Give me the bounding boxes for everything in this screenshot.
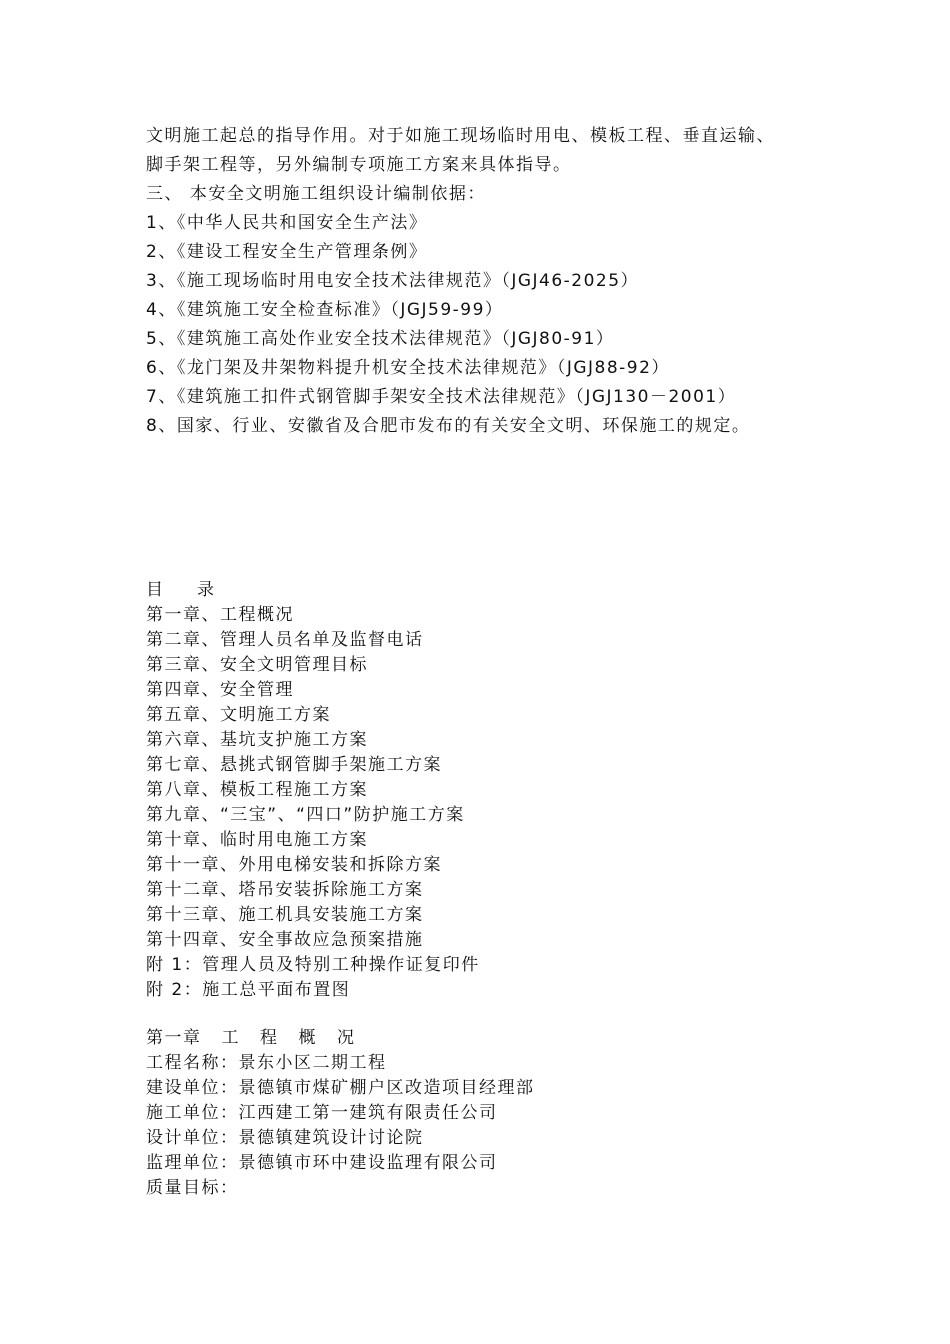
toc-title xyxy=(146,578,826,603)
toc-item: 第四章、安全管理 xyxy=(146,680,294,700)
toc-item: 第十章、临时用电施工方案 xyxy=(146,830,368,850)
intro-section xyxy=(146,122,826,441)
toc-title-left: 目 xyxy=(146,580,163,600)
table-of-contents xyxy=(146,578,826,1003)
chapter-title-char: 程 xyxy=(260,1028,279,1048)
chapter-title-char: 工 xyxy=(221,1028,240,1048)
toc-item: 第十三章、施工机具安装施工方案 xyxy=(146,905,424,925)
basis-item: 3、《施工现场临时用电安全技术法律规范》（JGJ46-2025） xyxy=(146,271,640,291)
chapter-1-section xyxy=(146,1026,826,1201)
project-field: 建设单位：景德镇市煤矿棚户区改造项目经理部 xyxy=(146,1078,535,1098)
toc-item: 附 1：管理人员及特别工种操作证复印件 xyxy=(146,955,480,975)
toc-item: 第九章、“三宝”、“四口”防护施工方案 xyxy=(146,805,465,825)
project-field: 监理单位：景德镇市环中建设监理有限公司 xyxy=(146,1153,498,1173)
toc-item: 第二章、管理人员名单及监督电话 xyxy=(146,630,424,650)
basis-item: 5、《建筑施工高处作业安全技术法律规范》（JGJ80-91） xyxy=(146,329,615,349)
project-field: 工程名称：景东小区二期工程 xyxy=(146,1053,387,1073)
chapter-title xyxy=(146,1026,826,1051)
toc-item: 第七章、悬挑式钢管脚手架施工方案 xyxy=(146,755,442,775)
paragraph-line: 文明施工起总的指导作用。对于如施工现场临时用电、模板工程、垂直运输、 xyxy=(146,126,775,146)
toc-item: 附 2：施工总平面布置图 xyxy=(146,980,351,1000)
section-heading: 三、 本安全文明施工组织设计编制依据： xyxy=(146,184,486,204)
toc-item: 第八章、模板工程施工方案 xyxy=(146,780,368,800)
toc-title-right: 录 xyxy=(197,580,214,600)
basis-item: 4、《建筑施工安全检查标准》（JGJ59-99） xyxy=(146,300,504,320)
chapter-title-char: 况 xyxy=(337,1028,356,1048)
basis-item: 7、《建筑施工扣件式钢管脚手架安全技术法律规范》（JGJ130－2001） xyxy=(146,387,737,407)
project-field: 质量目标： xyxy=(146,1178,239,1198)
project-field: 设计单位：景德镇建筑设计讨论院 xyxy=(146,1128,424,1148)
basis-item: 8、国家、行业、安徽省及合肥市发布的有关安全文明、环保施工的规定。 xyxy=(146,416,751,436)
chapter-title-prefix: 第一章 xyxy=(146,1028,202,1048)
toc-item: 第十四章、安全事故应急预案措施 xyxy=(146,930,424,950)
basis-item: 1、《中华人民共和国安全生产法》 xyxy=(146,213,428,233)
paragraph-line: 脚手架工程等，另外编制专项施工方案来具体指导。 xyxy=(146,155,572,175)
toc-item: 第一章、工程概况 xyxy=(146,605,294,625)
project-field: 施工单位：江西建工第一建筑有限责任公司 xyxy=(146,1103,498,1123)
toc-item: 第五章、文明施工方案 xyxy=(146,705,331,725)
toc-item: 第三章、安全文明管理目标 xyxy=(146,655,368,675)
basis-item: 2、《建设工程安全生产管理条例》 xyxy=(146,242,428,262)
toc-item: 第六章、基坑支护施工方案 xyxy=(146,730,368,750)
toc-item: 第十一章、外用电梯安装和拆除方案 xyxy=(146,855,442,875)
basis-item: 6、《龙门架及井架物料提升机安全技术法律规范》（JGJ88-92） xyxy=(146,358,670,378)
chapter-title-char: 概 xyxy=(298,1028,317,1048)
toc-item: 第十二章、塔吊安装拆除施工方案 xyxy=(146,880,424,900)
